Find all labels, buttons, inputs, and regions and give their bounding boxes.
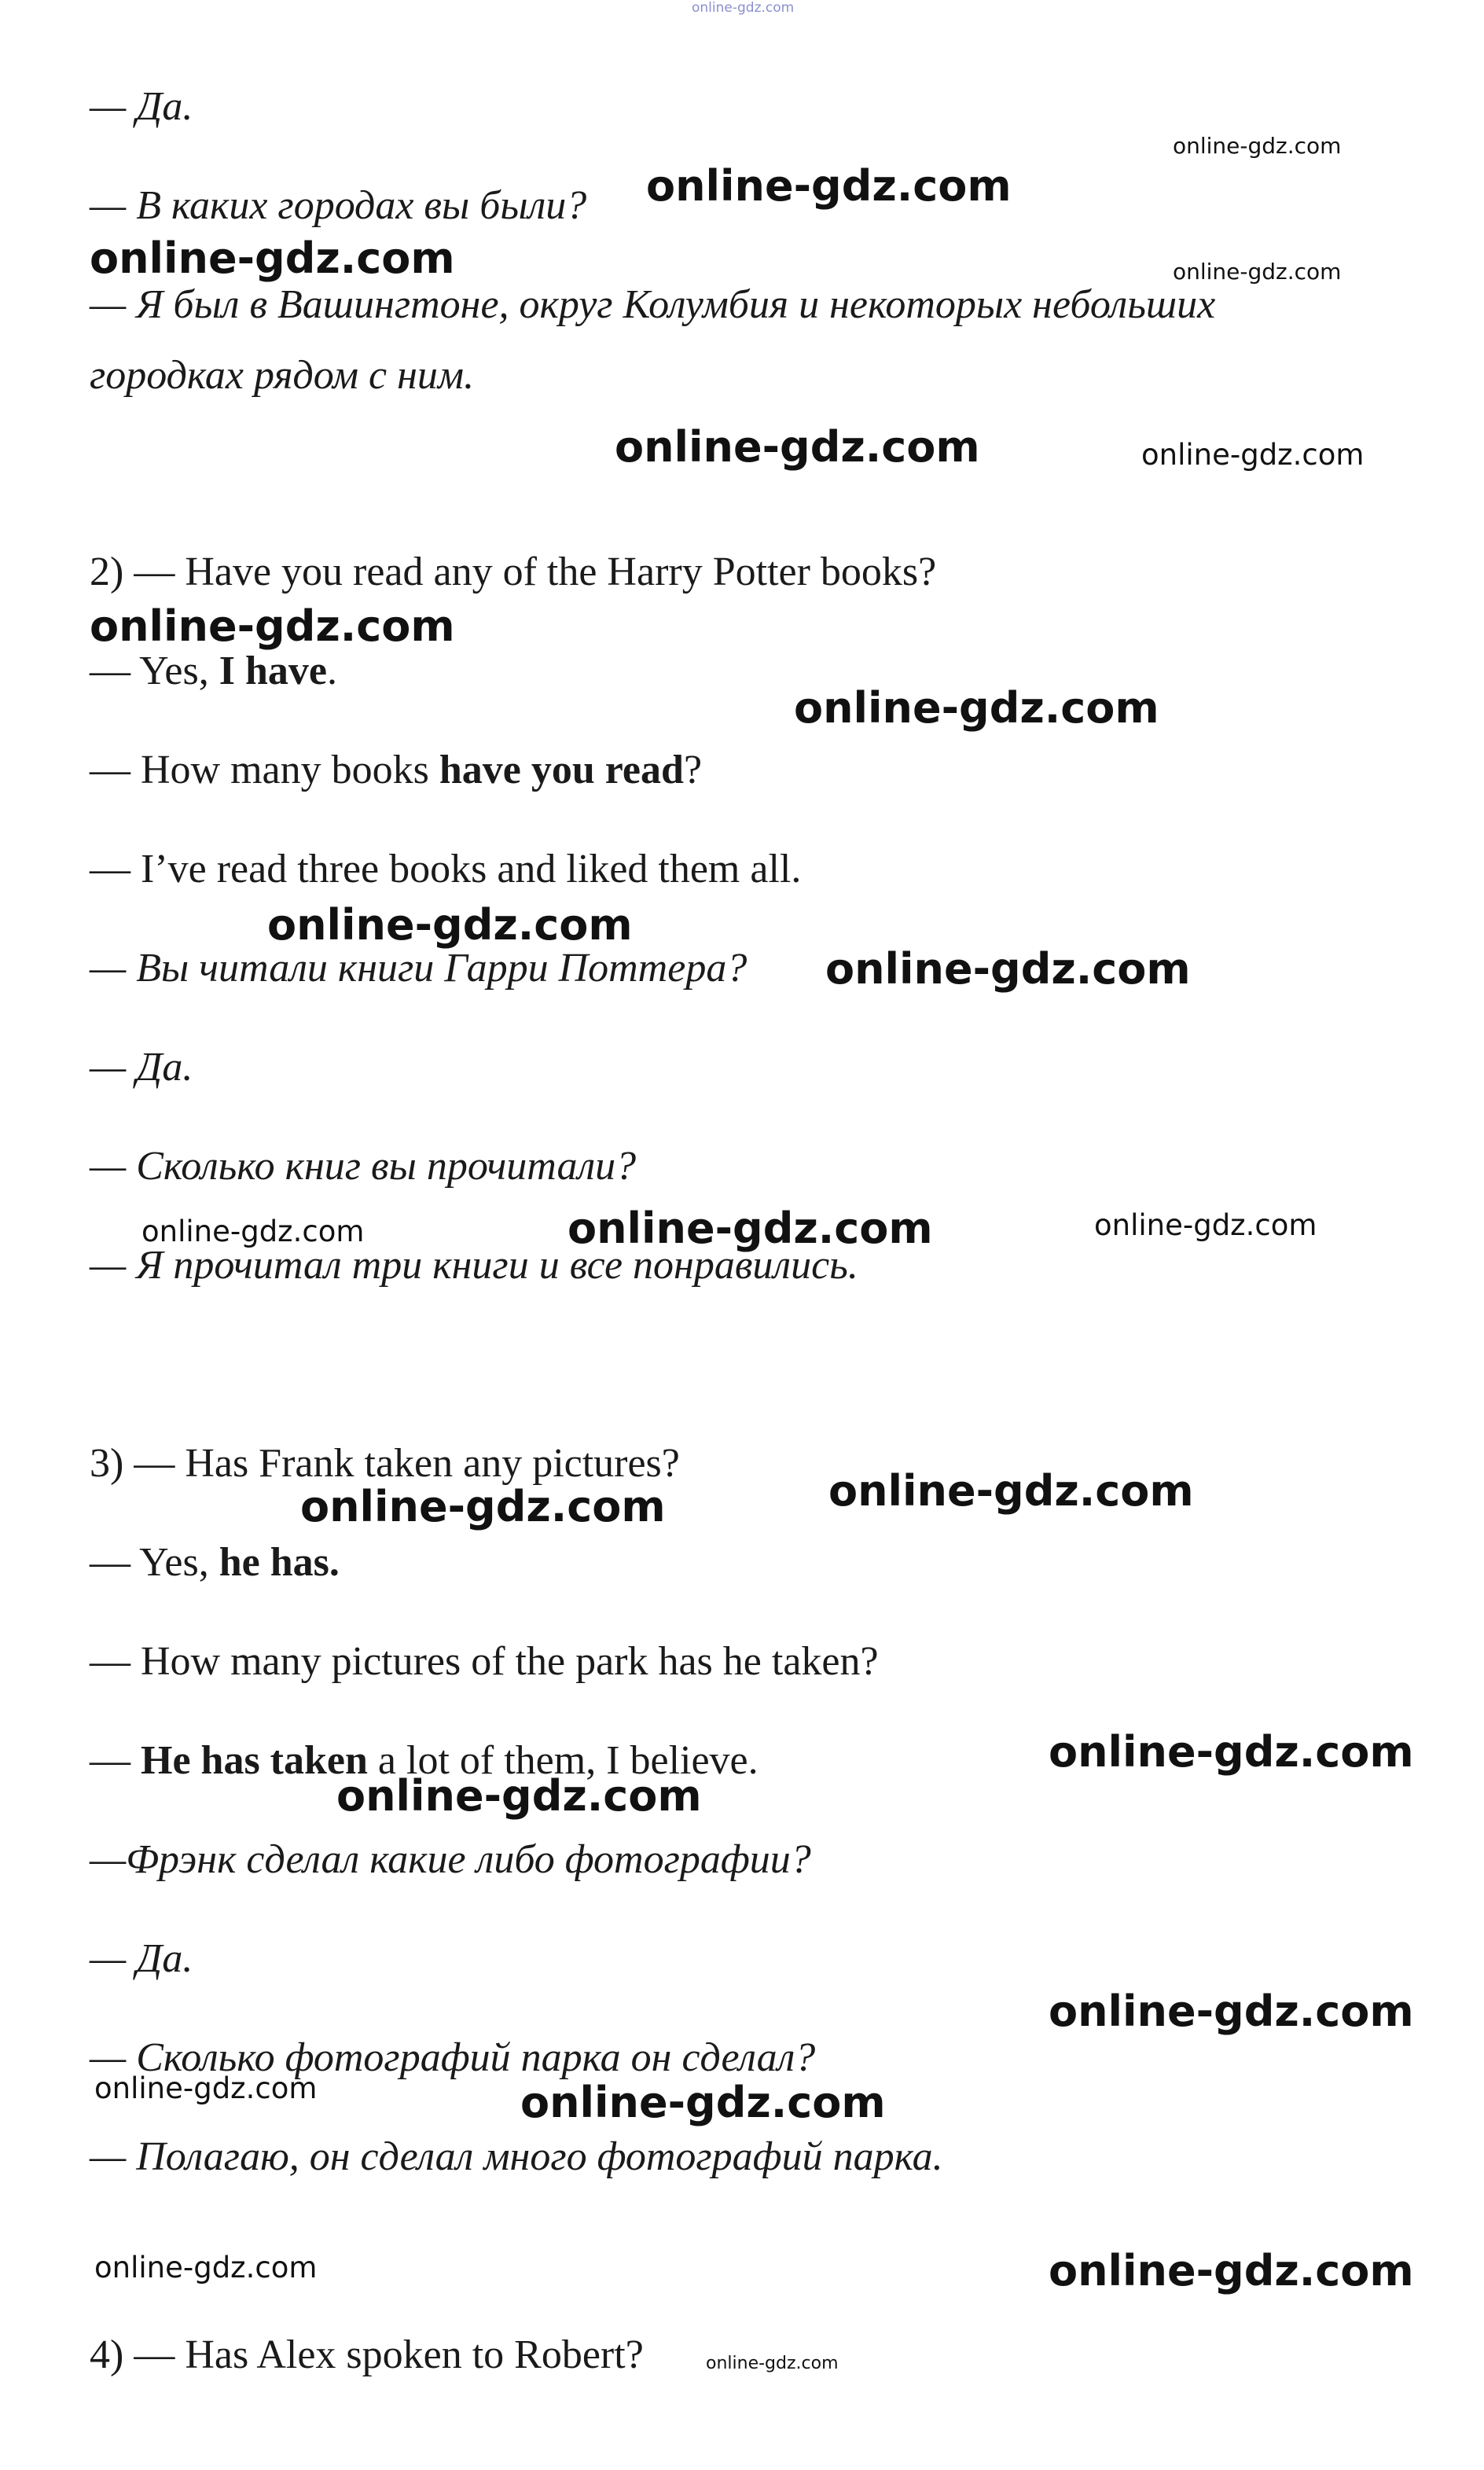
watermark: online-gdz.com: [1141, 438, 1365, 472]
watermark: online-gdz.com: [1173, 133, 1342, 159]
text-fragment: —: [90, 1738, 141, 1783]
watermark: online-gdz.com: [825, 944, 1191, 994]
watermark: online-gdz.com: [1049, 1727, 1414, 1777]
ru-question-2b: — Сколько книг вы прочитали?: [90, 1144, 637, 1189]
watermark: online-gdz.com: [94, 2251, 318, 2284]
answer-bold: He has taken: [141, 1738, 368, 1783]
answer-bold: he has.: [219, 1540, 340, 1585]
ru-answer-yes-2: — Да.: [90, 1045, 193, 1090]
watermark: online-gdz.com: [90, 233, 455, 283]
watermark: online-gdz.com: [828, 1466, 1194, 1516]
watermark: online-gdz.com: [300, 1482, 666, 1531]
watermark: online-gdz.com: [646, 161, 1012, 211]
watermark: online-gdz.com: [141, 1215, 365, 1248]
ru-answer-2b: — Я прочитал три книги и все понравились.: [90, 1243, 858, 1288]
watermark: online-gdz.com: [94, 2071, 318, 2105]
ru-answer-3b: — Полагаю, он сделал много фотографий парка.: [90, 2134, 943, 2179]
en-question-3b: — How many pictures of the park has he taken?: [90, 1639, 879, 1684]
watermark: online-gdz.com: [267, 900, 633, 950]
ru-answer-yes-1: — Да.: [90, 84, 193, 129]
text-fragment: a lot of them, I believe.: [367, 1738, 759, 1783]
en-answer-2b: — I’ve read three books and liked them all.: [90, 847, 802, 891]
en-question-3: 3) — Has Frank taken any pictures?: [90, 1441, 680, 1486]
text-fragment: ?: [683, 748, 703, 792]
en-answer-yes-2: [90, 648, 337, 695]
watermark: online-gdz.com: [1173, 259, 1342, 285]
ru-answer-yes-3: — Да.: [90, 1936, 193, 1981]
ru-question-3b: — Сколько фотографий парка он сделал?: [90, 2035, 816, 2080]
watermark: online-gdz.com: [1049, 1987, 1414, 2036]
watermark: online-gdz.com: [1094, 1208, 1317, 1242]
ru-answer-cities-line2: городках рядом с ним.: [90, 353, 475, 398]
ru-question-2: — Вы читали книги Гарри Поттера?: [90, 946, 748, 991]
watermark: online-gdz.com: [520, 2078, 886, 2127]
watermark: online-gdz.com: [568, 1204, 933, 1253]
watermark: online-gdz.com: [794, 683, 1159, 733]
en-question-4: 4) — Has Alex spoken to Robert?: [90, 2332, 644, 2377]
site-mark-header: online-gdz.com: [692, 0, 795, 16]
watermark: online-gdz.com: [1049, 2246, 1414, 2295]
text-fragment: .: [326, 649, 337, 693]
ru-answer-cities-line1: — Я был в Вашингтоне, округ Колумбия и некоторых небольших: [90, 282, 1216, 327]
watermark: online-gdz.com: [615, 422, 980, 472]
en-question-2: 2) — Have you read any of the Harry Potter books?: [90, 550, 937, 594]
text-fragment: — Yes,: [90, 1540, 219, 1585]
answer-bold: I have: [219, 649, 327, 693]
text-fragment: — Yes,: [90, 649, 219, 693]
watermark: online-gdz.com: [336, 1771, 702, 1821]
ru-question-cities: — В каких городах вы были?: [90, 183, 587, 228]
ru-question-3: —Фрэнк сделал какие либо фотографии?: [90, 1837, 811, 1882]
watermark: online-gdz.com: [706, 2354, 839, 2373]
watermark: online-gdz.com: [90, 601, 455, 651]
en-answer-yes-3: [90, 1539, 340, 1586]
en-question-2b: [90, 747, 702, 794]
text-fragment: — How many books: [90, 748, 439, 792]
answer-bold: have you read: [439, 748, 684, 792]
